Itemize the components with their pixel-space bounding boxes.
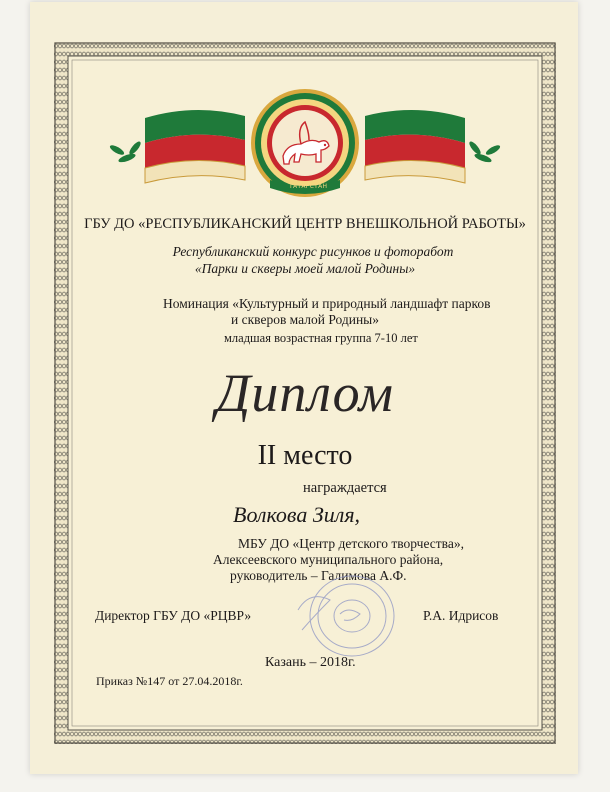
nomination-line1: Номинация «Культурный и природный ландшафт парков [163,296,491,311]
contest-name-line1: Республиканский конкурс рисунков и фоторабот [172,244,454,259]
contest-name-line2: «Парки и скверы моей малой Родины» [194,261,416,276]
institution-line1: МБУ ДО «Центр детского творчества», [238,536,464,551]
diploma-title: Диплом [216,363,394,423]
tatarstan-emblem [105,88,505,203]
director-position: Директор ГБУ ДО «РЦВР» [95,608,252,623]
emblem-text: ТАТАРСТАН [289,183,328,190]
nomination-line2: и скверов малой Родины» [231,312,380,327]
order-reference: Приказ №147 от 27.04.2018г. [96,674,243,688]
place: II место [257,440,353,471]
institution-line2: Алексеевского муниципального района, [213,552,444,567]
city-year: Казань – 2018г. [265,655,356,670]
director-name: Р.А. Идрисов [423,608,499,623]
organization-title: ГБУ ДО «РЕСПУБЛИКАНСКИЙ ЦЕНТР ВНЕШКОЛЬНОЙ РАБОТЫ» [84,216,526,232]
recipient-name: Волкова Зиля, [233,502,361,527]
age-group: младшая возрастная группа 7-10 лет [224,331,418,345]
institution-line3: руководитель – Галимова А.Ф. [230,568,407,583]
awarded-label: награждается [303,480,387,496]
official-seal [290,570,400,665]
